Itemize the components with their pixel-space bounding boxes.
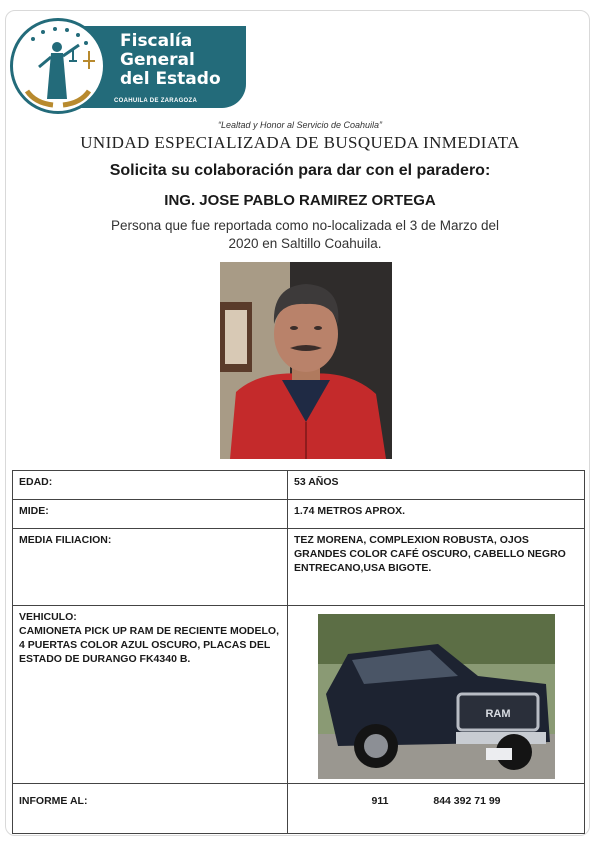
emergency-number: 911 xyxy=(371,795,389,807)
report-to-label: INFORME AL: xyxy=(13,784,288,834)
phone-number: 844 392 71 99 xyxy=(433,795,501,807)
vehicle-photo-cell xyxy=(288,606,585,784)
unit-title: UNIDAD ESPECIALIZADA DE BUSQUEDA INMEDIATA xyxy=(80,133,520,152)
age-label: EDAD: xyxy=(13,471,288,500)
height-label: MIDE: xyxy=(13,500,288,529)
vehicle-photo xyxy=(318,614,555,779)
description-value: TEZ MORENA, COMPLEXION ROBUSTA, OJOS GRANDES COLOR CAFÉ OSCURO, CABELLO NEGRO ENTRECANO,USA BIGOTE. xyxy=(288,529,585,606)
request-text: Solicita su colaboración para dar con el paradero: xyxy=(109,162,491,179)
table-row xyxy=(13,606,585,784)
height-value: 1.74 METROS APROX. xyxy=(288,500,585,529)
details-table xyxy=(12,470,585,834)
report-text xyxy=(70,217,540,253)
table-row xyxy=(13,784,585,834)
motto: “Lealtad y Honor al Servicio de Coahuila” xyxy=(217,120,383,130)
logo-subtitle: COAHUILA DE ZARAGOZA xyxy=(114,98,198,104)
table-row xyxy=(13,500,585,529)
vehicle-label: VEHICULO: xyxy=(19,611,77,623)
justice-statue-icon xyxy=(13,21,103,111)
logo-emblem xyxy=(10,18,106,114)
vehicle-value: CAMIONETA PICK UP RAM DE RECIENTE MODELO, 4 PUERTAS COLOR AZUL OSCURO, PLACAS DEL ESTADO DE DURANGO FK4340 B. xyxy=(19,625,279,665)
logo-title xyxy=(120,32,221,89)
description-label: MEDIA FILIACION: xyxy=(13,529,288,606)
logo-line-1: Fiscalía xyxy=(120,31,193,51)
logo-line-2: General xyxy=(120,50,195,70)
contact-cell xyxy=(288,784,585,834)
report-line-2: 2020 en Saltillo Coahuila. xyxy=(228,236,382,251)
missing-person-name: ING. JOSE PABLO RAMIREZ ORTEGA xyxy=(164,192,436,209)
fiscalia-logo xyxy=(10,18,246,113)
missing-person-photo xyxy=(220,262,392,459)
report-line-1: Persona que fue reportada como no-localizada el 3 de Marzo del xyxy=(111,218,499,233)
vehicle-badge: RAM xyxy=(484,708,511,720)
logo-line-3: del Estado xyxy=(120,69,221,89)
table-row xyxy=(13,529,585,606)
table-row xyxy=(13,471,585,500)
vehicle-cell xyxy=(13,606,288,784)
age-value: 53 AÑOS xyxy=(288,471,585,500)
